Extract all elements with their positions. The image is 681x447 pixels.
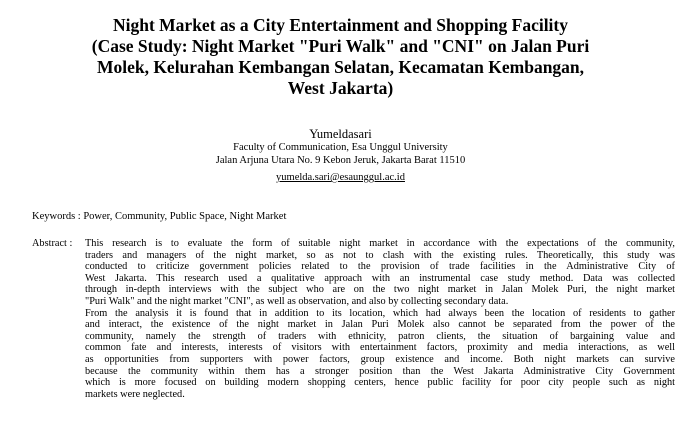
abstract-line: "Puri Walk" and the night market "CNI", as well as observation, and also by collecting secondary data. bbox=[85, 295, 509, 307]
keywords: Keywords : Power, Community, Public Space, Night Market bbox=[32, 211, 287, 222]
title-line: West Jakarta) bbox=[287, 78, 394, 98]
abstract-line: and interact, the existence of the night market in Jalan Puri Molek also cannot be separated from the power of the bbox=[85, 319, 675, 331]
abstract-line: which is more focused on building modern shopping centers, hence public facility for poor city people such as night bbox=[85, 377, 675, 389]
title-line: Molek, Kelurahan Kembangan Selatan, Kecamatan Kembangan, bbox=[96, 57, 585, 77]
title-line: (Case Study: Night Market "Puri Walk" and "CNI" on Jalan Puri bbox=[91, 36, 590, 56]
abstract-line: traders and managers of the night market, so as not to clash with the existing rules. Theoretically, this study was bbox=[85, 249, 675, 261]
author-address: Jalan Arjuna Utara No. 9 Kebon Jeruk, Jakarta Barat 11510 bbox=[215, 154, 466, 166]
abstract-line: community, namely the strength of traders with ethnicity, patron clients, the situation of bargaining value and bbox=[85, 330, 675, 342]
abstract-label: Abstract : bbox=[32, 238, 73, 249]
abstract-line: West Jakarta. This research used a qualitative approach with an instrumental case study method. Data was collected bbox=[85, 272, 675, 284]
abstract-line: because the community within them has a stronger position than the West Jakarta Administrative City Government bbox=[85, 365, 675, 377]
abstract-line: through in-depth interviews with the subject who are on the two night market in Jalan Molek Puri, the night market bbox=[85, 284, 675, 296]
author-name: Yumeldasari bbox=[309, 127, 372, 141]
abstract-line: conducted to criticize government policies related to the provision of trade facilities in the Administrative City of bbox=[85, 261, 675, 273]
abstract-line: From the analysis it is found that in addition to its location, which had always been the location of residents to gather bbox=[85, 307, 675, 319]
abstract-line: common fate and interests, interests of visitors with entertainment factors, proximity and media interactions, as well bbox=[85, 342, 675, 354]
abstract-line: markets were neglected. bbox=[85, 388, 185, 400]
author-email-link[interactable]: yumelda.sari@esaunggul.ac.id bbox=[276, 172, 405, 183]
author-faculty: Faculty of Communication, Esa Unggul University bbox=[233, 142, 448, 153]
title-line: Night Market as a City Entertainment and Shopping Facility bbox=[112, 15, 569, 35]
author-block bbox=[100, 127, 581, 185]
paper-title bbox=[60, 15, 621, 99]
abstract-line: This research is to evaluate the form of suitable night market in accordance with the expectations of the community, bbox=[85, 238, 675, 249]
abstract-body bbox=[85, 238, 675, 400]
abstract-line: as opportunities from supporters with power factors, group existence and income. Both night markets can survive bbox=[85, 353, 675, 365]
